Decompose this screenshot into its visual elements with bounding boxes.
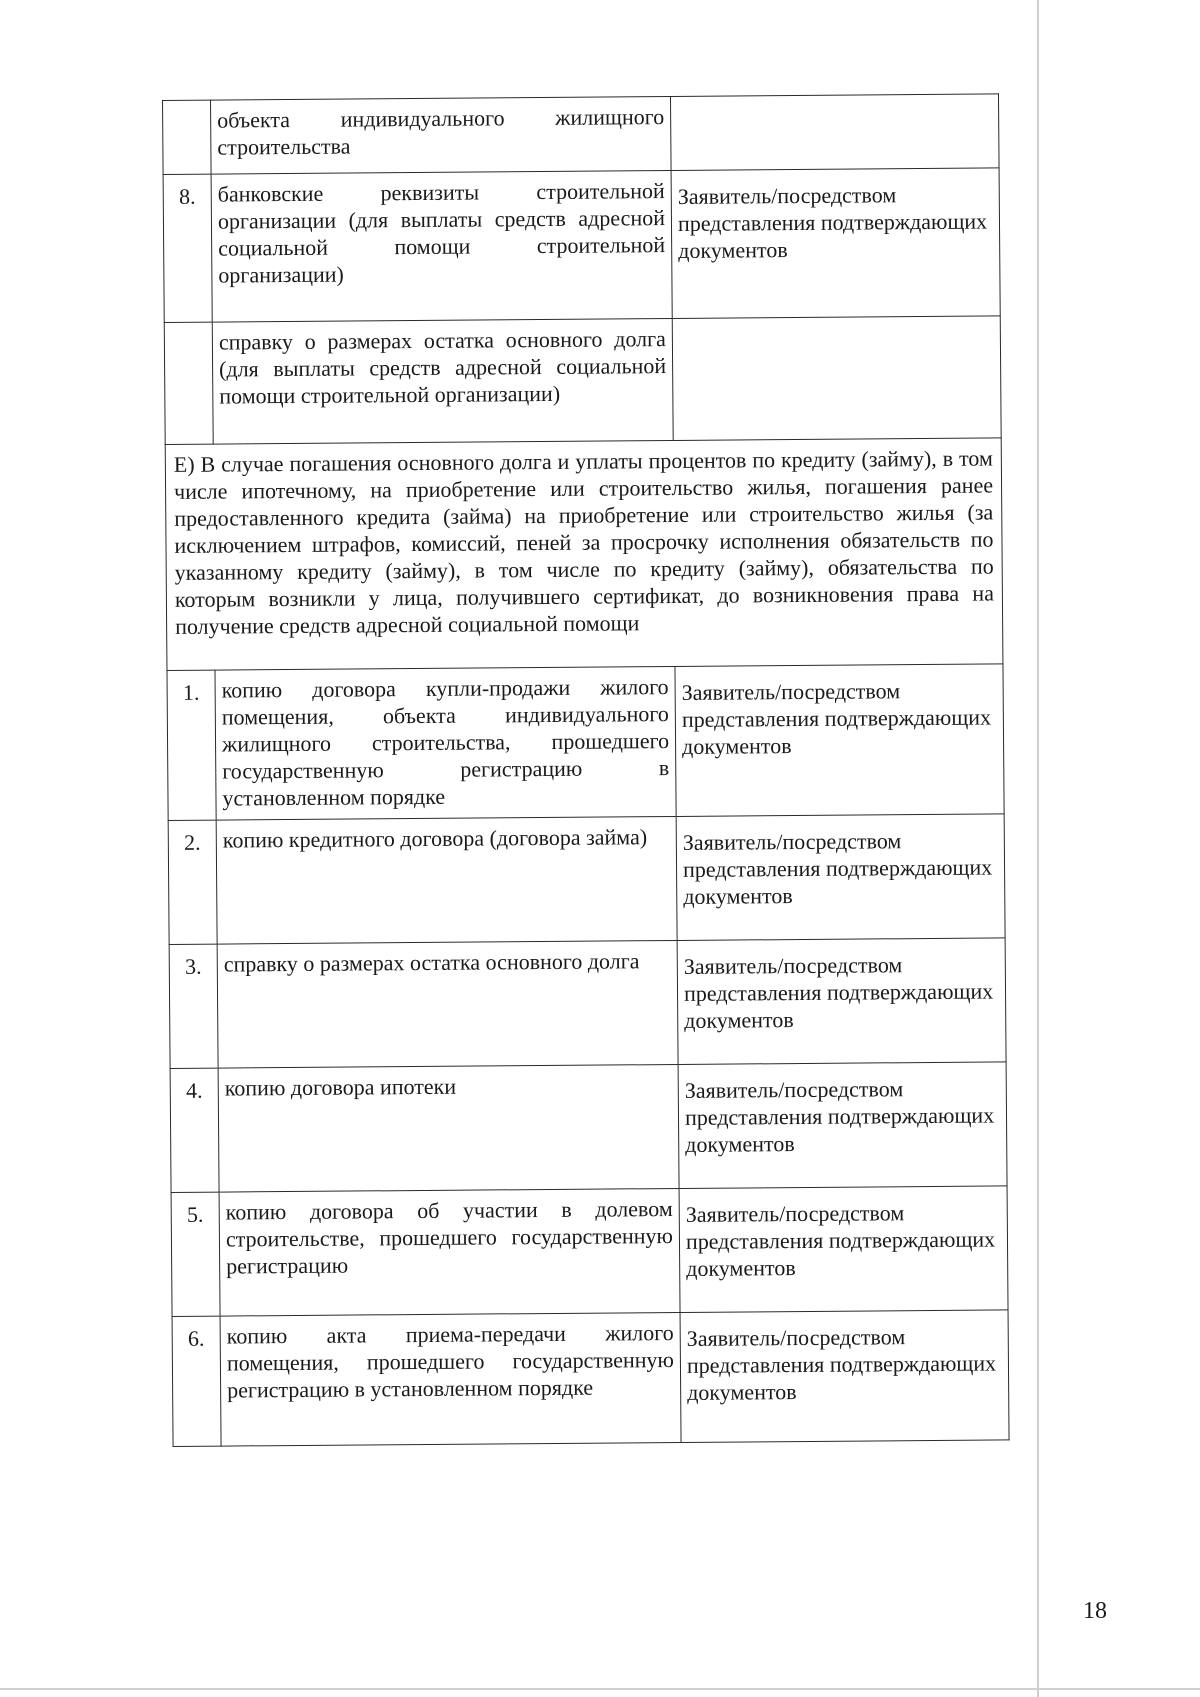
document-description: справку о размерах остатка основного долга (для выплаты средств адресной социальной помощи строительной организации) <box>212 318 673 444</box>
row-number <box>164 322 213 444</box>
document-description: справку о размерах остатка основного долга <box>217 940 678 1068</box>
document-source: Заявитель/посредством представления подтверждающих документов <box>678 1062 1007 1189</box>
table-row <box>168 814 1005 945</box>
table-row <box>169 938 1006 1069</box>
table-row <box>171 1186 1008 1317</box>
document-description: копию договора купли-продажи жилого помещения, объекта индивидуального жилищного строительства, прошедшего государственную регистрацию в установленном порядке <box>215 666 676 820</box>
table-row <box>170 1062 1007 1193</box>
row-number: 1. <box>167 670 216 820</box>
row-number: 3. <box>169 944 218 1068</box>
section-e-heading: Е) В случае погашения основного долга и уплаты процентов по кредиту (займу), в том числе ипотечному, на приобретение или строительство жилья, погашения ранее предоставленного кредита (займа) на приобретение или строительство жилья (за исключением штрафов, комиссий, пеней за просрочку исполнения обязательств по указанному кредиту (займу), в том числе по кредиту (займу), обязательства по которым возникли у лица, получившего сертификат, до возникновения права на получение средств адресной социальной помощи <box>165 438 1003 671</box>
document-description: копию договора ипотеки <box>218 1064 679 1192</box>
document-source: Заявитель/посредством представления подтверждающих документов <box>679 1186 1008 1313</box>
table-row <box>163 94 1000 175</box>
section-row <box>165 438 1003 671</box>
document-source <box>672 316 1001 441</box>
table-row <box>164 316 1001 445</box>
document-source <box>670 94 999 171</box>
table-row <box>163 168 1000 323</box>
row-number: 2. <box>168 820 217 944</box>
table-row <box>167 664 1004 821</box>
document-source: Заявитель/посредством представления подтверждающих документов <box>671 168 1000 319</box>
document-description: копию кредитного договора (договора займа) <box>216 816 677 944</box>
document-description: копию договора об участии в долевом строительстве, прошедшего государственную регистрацию <box>219 1188 680 1316</box>
document-description: копию акта приема-передачи жилого помещения, прошедшего государственную регистрацию в установленном порядке <box>220 1312 681 1446</box>
table-row <box>172 1310 1009 1447</box>
row-number: 4. <box>170 1068 219 1192</box>
row-number <box>163 100 212 174</box>
scan-edge-right <box>1037 0 1039 1697</box>
scan-edge-bottom <box>0 1688 1200 1690</box>
document-source: Заявитель/посредством представления подтверждающих документов <box>675 664 1004 817</box>
document-description: банковские реквизиты строительной организации (для выплаты средств адресной социальной помощи строительной организации) <box>211 171 672 323</box>
documents-table <box>162 93 1010 1447</box>
page-number: 18 <box>1083 1598 1107 1624</box>
row-number: 5. <box>171 1192 220 1316</box>
document-source: Заявитель/посредством представления подтверждающих документов <box>677 938 1006 1065</box>
row-number: 6. <box>172 1316 221 1446</box>
row-number: 8. <box>163 174 212 322</box>
document-description: объекта индивидуального жилищного строительства <box>211 97 672 175</box>
document-source: Заявитель/посредством представления подтверждающих документов <box>676 814 1005 941</box>
document-source: Заявитель/посредством представления подтверждающих документов <box>680 1310 1009 1443</box>
